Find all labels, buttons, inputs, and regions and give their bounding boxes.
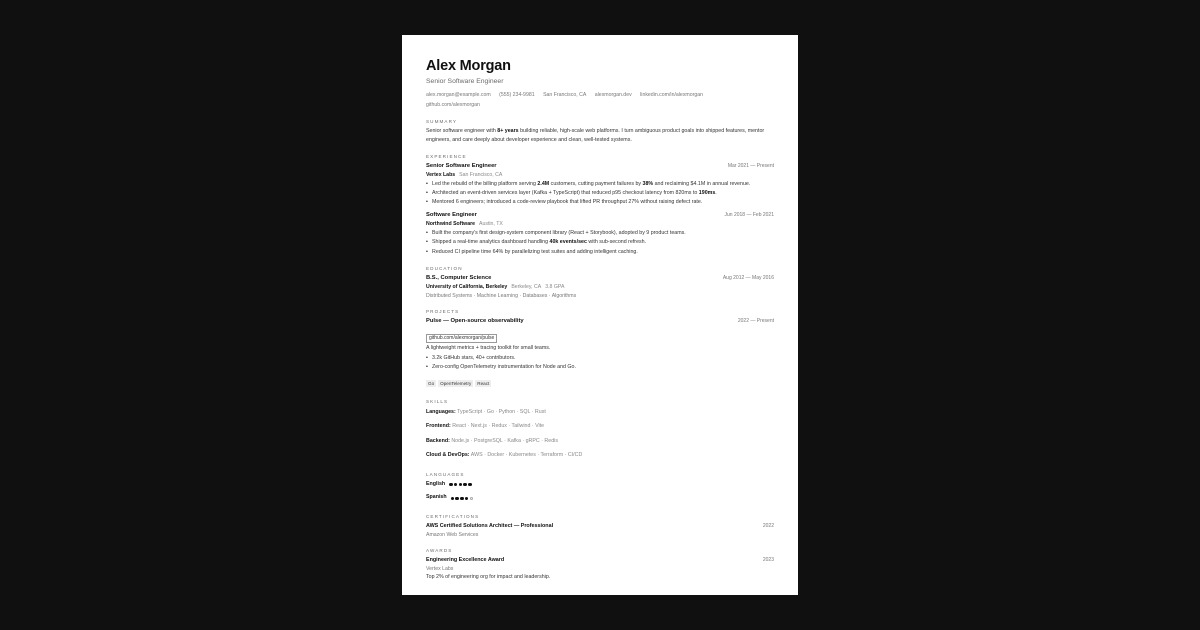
skill-row: Languages: TypeScript · Go · Python · SQL · Rust [426, 409, 546, 416]
skills-list [426, 405, 774, 463]
project-tags [426, 372, 774, 390]
job-title: Senior Software Engineer [426, 162, 497, 169]
project-entry [426, 317, 774, 390]
candidate-role: Senior Software Engineer [426, 78, 504, 85]
proficiency-dot-filled [449, 483, 452, 486]
candidate-name: Alex Morgan [426, 58, 511, 74]
certifications-heading: CERTIFICATIONS [426, 514, 480, 520]
awards-heading: AWARDS [426, 548, 453, 554]
language-row: Spanish [426, 491, 774, 505]
job-company: Vertex Labs San Francisco, CA [426, 171, 503, 178]
job-bullets [426, 229, 774, 257]
contact-linkedin[interactable]: linkedin.com/in/alexmorgan [640, 92, 703, 98]
contact-phone: (555) 234-9981 [499, 92, 535, 98]
award-org: Vertex Labs [426, 566, 454, 573]
award-description: Top 2% of engineering org for impact and leadership. [426, 574, 551, 581]
job-bullet: • Mentored 6 engineers; introduced a code-review playbook that lifted PR throughput 27% without raising defect rate. [426, 198, 774, 207]
contact-location: San Francisco, CA [543, 92, 587, 98]
job-bullet: • Shipped a real-time analytics dashboard handling 40k events/sec with sub-second refresh. [426, 238, 774, 247]
coursework: Distributed Systems · Machine Learning · Databases · Algorithms [426, 292, 577, 299]
skills-heading: SKILLS [426, 399, 449, 405]
skill-row: Backend: Node.js · PostgreSQL · Kafka · gRPC · Redis [426, 437, 558, 444]
job-entry [426, 211, 774, 257]
project-tag: Go [428, 381, 435, 387]
proficiency-dot-filled [468, 483, 471, 486]
certification-title: AWS Certified Solutions Architect — Professional [426, 523, 554, 530]
proficiency-dot-empty [470, 497, 473, 500]
language-row: English [426, 478, 774, 492]
award-year: 2023 [762, 557, 774, 564]
job-company: Northwind Software Austin, TX [426, 221, 503, 228]
proficiency-dot-filled [460, 497, 463, 500]
project-description: A lightweight metrics + tracing toolkit for small teams. [426, 344, 551, 351]
job-bullets [426, 180, 774, 208]
project-title: Pulse — Open-source observability [426, 317, 524, 324]
certification-issuer: Amazon Web Services [426, 532, 479, 539]
proficiency-dots [451, 497, 474, 500]
education-heading: EDUCATION [426, 265, 463, 271]
proficiency-dot-filled [459, 483, 462, 486]
contact-email[interactable]: alex.morgan@example.com [426, 92, 491, 98]
summary-text: Senior software engineer with 8+ years building reliable, high-scale web platforms. I turn ambiguous product goals into shipped features, mentor engineers, and care deeply about developer experience and clean, well-tested systems. [426, 128, 765, 143]
project-bullets [426, 354, 774, 372]
proficiency-dot-filled [463, 483, 466, 486]
contact-github[interactable]: github.com/alexmorgan [426, 102, 480, 108]
proficiency-dots [449, 483, 472, 486]
proficiency-dot-filled [451, 497, 454, 500]
school: University of California, Berkeley Berkeley, CA 3.8 GPA [426, 283, 565, 290]
proficiency-dot-filled [455, 497, 458, 500]
project-dates: 2022 — Present [737, 317, 774, 324]
project-bullet: • Zero-config OpenTelemetry instrumentation for Node and Go. [426, 363, 774, 372]
award-title: Engineering Excellence Award [426, 557, 505, 564]
certification-year: 2022 [762, 523, 774, 530]
education-dates: Aug 2012 — May 2016 [722, 274, 774, 281]
experience-heading: EXPERIENCE [426, 153, 467, 159]
summary-heading: SUMMARY [426, 119, 458, 124]
project-tag: React [477, 381, 490, 387]
project-tag: OpenTelemetry [440, 381, 472, 387]
education-entry [426, 274, 774, 300]
job-entry [426, 162, 774, 208]
skill-row: Frontend: React · Next.js · Redux · Tailwind · Vite [426, 423, 545, 430]
certification-entry [426, 522, 774, 539]
job-dates: Jun 2018 — Feb 2021 [724, 212, 774, 219]
skill-row: Cloud & DevOps: AWS · Docker · Kubernetes · Terraform · CI/CD [426, 452, 583, 459]
projects-heading: PROJECTS [426, 308, 460, 314]
proficiency-dot-filled [454, 483, 457, 486]
job-title: Software Engineer [426, 212, 477, 219]
languages-list [426, 478, 774, 506]
job-bullet: • Built the company's first design-system component library (React + Storybook), adopted by 9 product teams. [426, 229, 774, 238]
job-bullet: • Reduced CI pipeline time 64% by parallelizing test suites and adding intelligent caching. [426, 248, 774, 257]
contact-website[interactable]: alexmorgan.dev [594, 92, 632, 98]
job-bullet: • Led the rebuild of the billing platform serving 2.4M customers, cutting payment failures by 38% and reclaiming $4.1M in annual revenue. [426, 180, 774, 189]
proficiency-dot-filled [465, 497, 468, 500]
job-bullet: • Architected an event-driven services layer (Kafka + TypeScript) that reduced p95 checkout latency from 820ms to 190ms. [426, 189, 774, 198]
contact-info [426, 90, 746, 110]
project-bullet: • 3.2k GitHub stars, 40+ contributors. [426, 354, 774, 363]
project-link[interactable]: github.com/alexmorgan/pulse [426, 334, 497, 343]
resume-page [402, 35, 798, 595]
languages-heading: LANGUAGES [426, 471, 465, 477]
job-dates: Mar 2021 — Present [727, 162, 774, 169]
degree: B.S., Computer Science [426, 274, 492, 281]
award-entry [426, 556, 774, 582]
